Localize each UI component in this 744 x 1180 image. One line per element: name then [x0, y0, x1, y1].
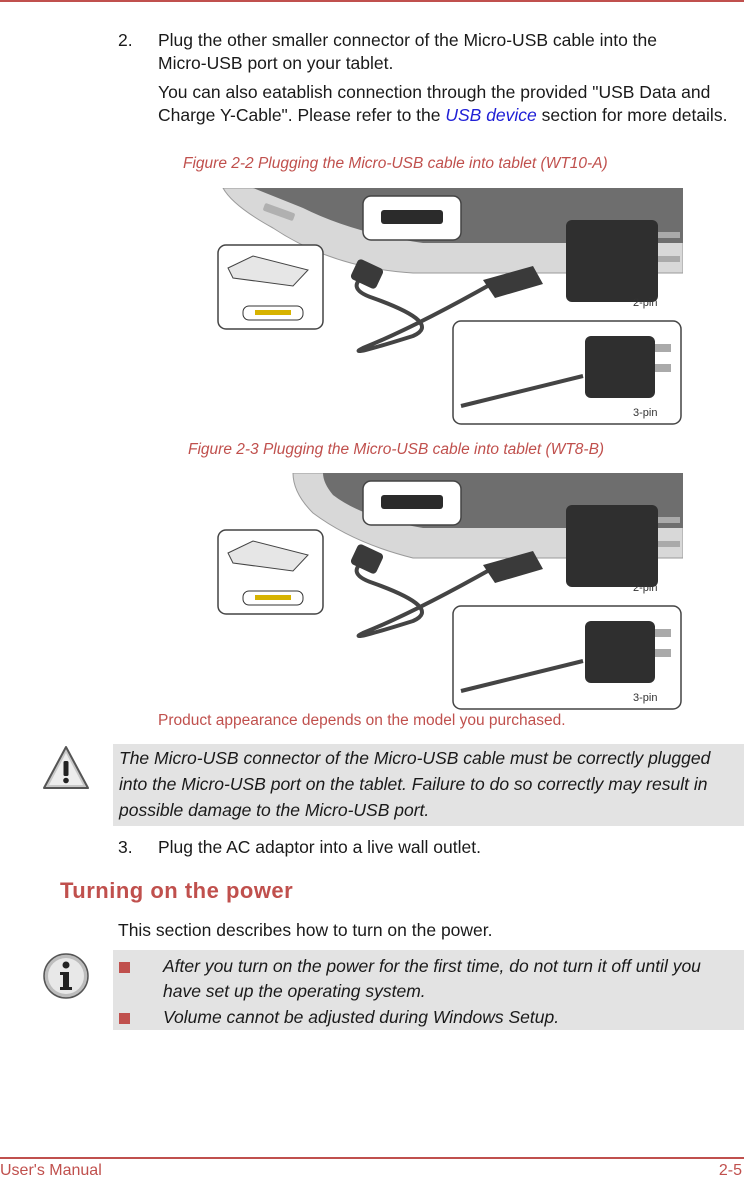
page-number: 2-5 [718, 1162, 742, 1179]
y-cable-paragraph [158, 81, 744, 127]
paragraph-text-end: section for more details. [536, 105, 728, 125]
adapter-pin [655, 629, 671, 637]
micro-usb-port [381, 495, 443, 509]
appearance-note: Product appearance depends on the model you purchased. [158, 712, 566, 729]
bullet-square [119, 1013, 130, 1024]
bullet-square [119, 962, 130, 973]
adapter-2pin [566, 505, 658, 587]
bullet-text: Volume cannot be adjusted during Windows Setup. [163, 1007, 560, 1027]
adapter-pin [655, 344, 671, 352]
adapter-pin [658, 517, 680, 523]
step-text: Plug the AC adaptor into a live wall outlet. [158, 837, 481, 857]
warning-box [113, 744, 744, 826]
label-3pin: 3-pin [633, 692, 658, 704]
step-number: 3. [118, 837, 133, 857]
section-heading: Turning on the power [60, 878, 294, 903]
step-text-line1: Plug the other smaller connector of the Micro-USB cable into the [158, 30, 657, 50]
adapter-pin [658, 232, 680, 238]
figure-2-2-illustration [213, 188, 683, 426]
usb-device-link[interactable]: USB device [445, 105, 537, 125]
bullet-text: After you turn on the power for the first time, do not turn it off until you have set up the operating system. [163, 956, 701, 1001]
micro-usb-port [381, 210, 443, 224]
footer-title: User's Manual [0, 1162, 102, 1179]
figure-2-3-illustration [213, 473, 683, 711]
bottom-rule [0, 1157, 744, 1159]
figure-caption-2: Figure 2-3 Plugging the Micro-USB cable into tablet (WT8-B) [188, 441, 605, 458]
plug-contacts [255, 310, 291, 315]
warning-triangle-icon [42, 744, 90, 792]
info-box [113, 950, 744, 1030]
label-2pin: 2-pin [633, 582, 658, 594]
adapter-3pin [585, 621, 655, 683]
figure-caption-1: Figure 2-2 Plugging the Micro-USB cable into tablet (WT10-A) [183, 155, 608, 172]
info-icon [42, 952, 90, 1000]
adapter-pin [658, 256, 680, 262]
plug-contacts [255, 595, 291, 600]
adapter-pin [658, 541, 680, 547]
label-2pin: 2-pin [633, 297, 658, 309]
adapter-pin [655, 649, 671, 657]
label-3pin: 3-pin [633, 407, 658, 419]
top-rule [0, 0, 744, 2]
adapter-3pin [585, 336, 655, 398]
step-number: 2. [118, 30, 133, 50]
section-intro: This section describes how to turn on the power. [118, 920, 493, 940]
adapter-pin [655, 364, 671, 372]
adapter-2pin [566, 220, 658, 302]
warning-text: The Micro-USB connector of the Micro-USB cable must be correctly plugged into the Micro-USB port on the tablet. Failure to do so correctly may result in possible damage to the Micro-USB port. [119, 748, 711, 820]
step-text-line2: Micro-USB port on your tablet. [158, 53, 394, 73]
paragraph-text: You can also eatablish connection through the provided "USB Data and Charge Y-Cable". Please refer to the [158, 82, 711, 125]
